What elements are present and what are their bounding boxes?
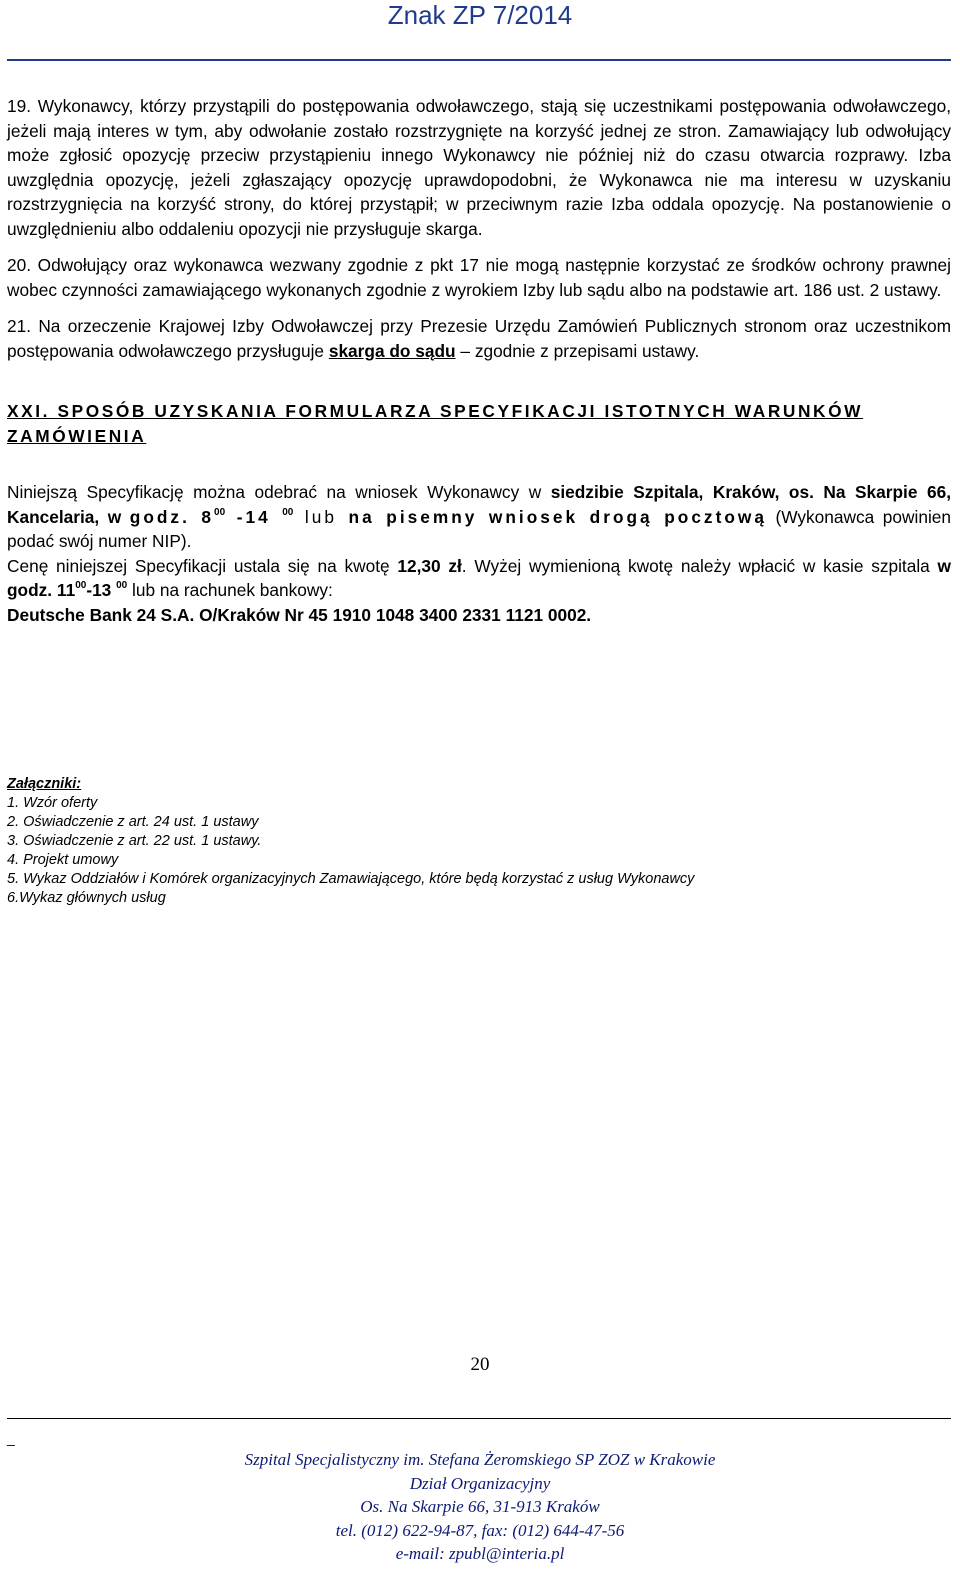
paragraph-21-text: 21. Na orzeczenie Krajowej Izby Odwoławczej przy Prezesie Urzędu Zamówień Publicznych stronom oraz uczestnikom postępowania odwoławczego przysługuje — [7, 316, 951, 361]
document-body — [7, 94, 951, 627]
obtain-hours-start-minutes: 00 — [214, 506, 226, 518]
footer-street: Os. Na Skarpie 66, 31-913 Kraków — [360, 1497, 600, 1516]
footer-phone-fax: tel. (012) 622-94-87, fax: (012) 644-47-56 — [335, 1520, 625, 1540]
cashier-hours-start-minutes: 00 — [75, 580, 87, 591]
obtain-text: Niniejszą Specyfikację można odebrać na wniosek Wykonawcy w — [7, 482, 551, 502]
obtain-nip-note: (Wykonawca powinien podać swój numer NIP). — [7, 506, 952, 551]
paragraph-21-end: – zgodnie z przepisami ustawy. — [455, 340, 700, 361]
section-heading — [7, 399, 951, 448]
attachment-item: 4. Projekt umowy — [7, 852, 119, 868]
cashier-hours-end-minutes: 00 — [116, 580, 128, 591]
bank-transfer-text: lub na rachunek bankowy: — [127, 580, 333, 600]
attachments-list — [7, 775, 694, 908]
price-payment-text: . Wyżej wymienioną kwotę należy wpłacić w kasie szpitala — [461, 555, 938, 576]
attachment-item: 3. Oświadczenie z art. 22 ust. 1 ustawy. — [7, 833, 262, 849]
section-number: XXI. — [7, 401, 58, 421]
attachments-heading: Załączniki: — [7, 776, 82, 792]
cashier-hours-start: w godz. 11 — [7, 555, 951, 600]
obtain-hours-end: -14 — [225, 506, 283, 527]
page-number: 20 — [470, 1354, 490, 1375]
cashier-hours-end: -13 — [86, 580, 117, 600]
attachment-item: 6.Wykaz głównych usług — [7, 890, 166, 906]
attachment-item: 1. Wzór oferty — [7, 795, 98, 811]
obtain-post-request: na pisemny wniosek drogą pocztową — [348, 506, 767, 527]
paragraph-21 — [7, 314, 951, 363]
footer-department: Dział Organizacyjny — [409, 1473, 551, 1493]
footer-address — [0, 1448, 960, 1566]
obtain-hours-end-minutes: 00 — [282, 506, 294, 518]
document-reference: Znak ZP 7/2014 — [387, 0, 573, 30]
obtain-location: siedzibie Szpitala, Kraków, os. Na Skarpie 66, Kancelaria, w — [7, 482, 951, 527]
footer-email: e-mail: zpubl@interia.pl — [395, 1544, 565, 1563]
obtain-or: lub — [293, 506, 349, 527]
footer-hospital-name: Szpital Specjalistyczny im. Stefana Żeromskiego SP ZOZ w Krakowie — [244, 1450, 716, 1469]
paragraph-20: 20. Odwołujący oraz wykonawca wezwany zgodnie z pkt 17 nie mogą następnie korzystać ze środków ochrony prawnej wobec czynności zamawiającego wykonanych zgodnie z wyrokiem Izby lub sądu albo na podstawie art. 186 ust. 2 ustawy. — [7, 255, 951, 300]
header-divider — [7, 59, 951, 61]
obtain-paragraph — [7, 480, 951, 554]
price-amount: 12,30 zł — [397, 555, 462, 576]
section-title: SPOSÓB UZYSKANIA FORMULARZA SPECYFIKACJI ISTOTNYCH WARUNKÓW ZAMÓWIENIA — [7, 401, 864, 446]
paragraph-19: 19. Wykonawcy, którzy przystąpili do postępowania odwoławczego, stają się uczestnikami postępowania odwoławczego, jeżeli mają interes w tym, aby odwołanie zostało rozstrzygnięte na korzyść jednej ze stron. Zamawiający lub odwołujący może zgłosić opozycję przeciw przystąpieniu innego Wykonawcy nie później niż do czasu otwarcia rozprawy. Izba uwzględnia opozycję, jeżeli zgłaszający opozycję uprawdopodobni, że Wykonawca nie ma interesu w uzyskaniu rozstrzygnięcia na korzyść strony, do której przystąpił; w przeciwnym razie Izba oddala opozycję. Na postanowienie o uwzględnieniu albo oddaleniu opozycji nie przysługuje skarga. — [7, 96, 951, 239]
attachment-item: 5. Wykaz Oddziałów i Komórek organizacyjnych Zamawiającego, które będą korzystać z usług Wykonawcy — [7, 871, 695, 887]
bank-account: Deutsche Bank 24 S.A. O/Kraków Nr 45 1910 1048 3400 2331 1121 0002. — [7, 604, 592, 625]
footer-dash: _ — [7, 1430, 15, 1446]
price-text: Cenę niniejszej Specyfikacji ustala się na kwotę — [7, 555, 398, 576]
obtain-hours-start: godz. 8 — [129, 506, 215, 527]
court-appeal-link-text: skarga do sądu — [328, 340, 456, 361]
price-paragraph — [7, 554, 951, 603]
footer-divider — [7, 1418, 951, 1419]
attachment-item: 2. Oświadczenie z art. 24 ust. 1 ustawy — [7, 814, 259, 830]
